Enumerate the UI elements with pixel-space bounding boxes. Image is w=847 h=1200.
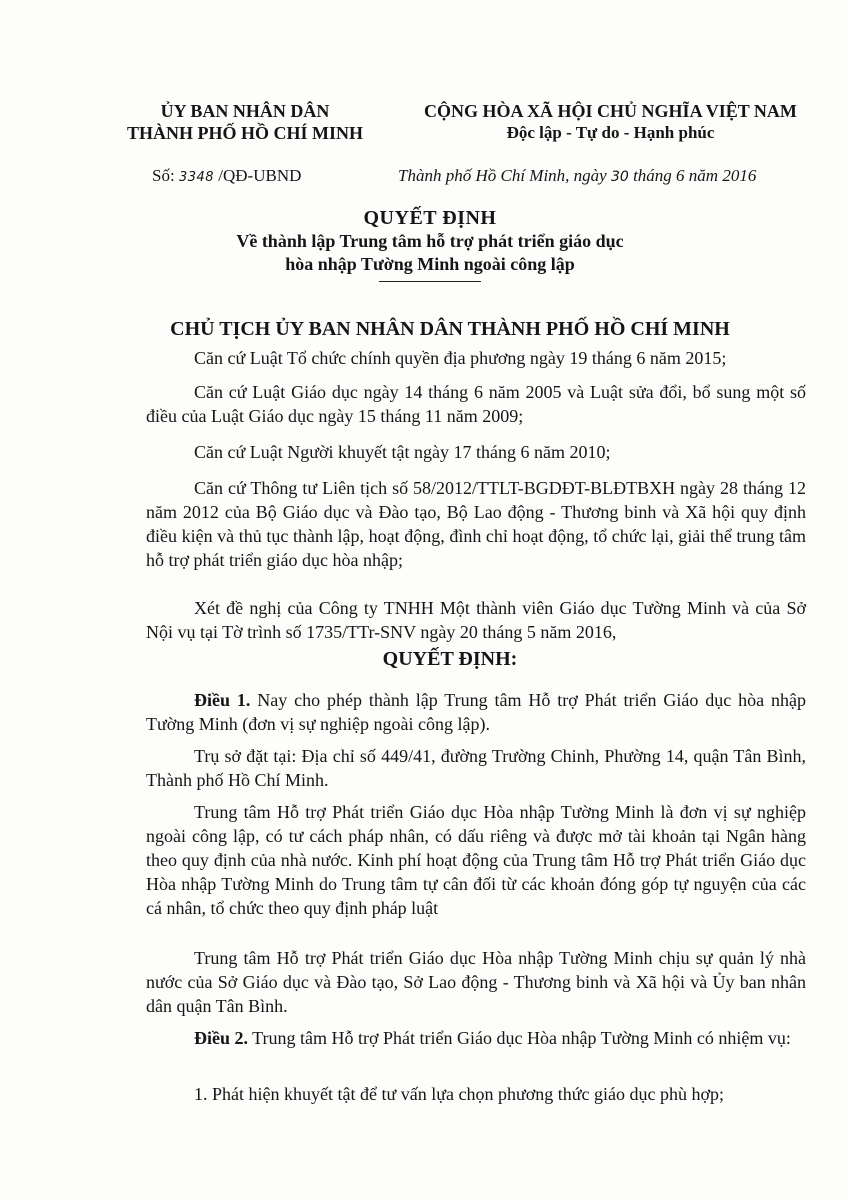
- title-sub-1: Về thành lập Trung tâm hỗ trợ phát triển giáo dục: [236, 231, 624, 251]
- basis-2: Căn cứ Luật Giáo dục ngày 14 tháng 6 năm 2005 và Luật sửa đổi, bổ sung một số điều của Luật Giáo dục ngày 15 tháng 11 năm 2009;: [146, 382, 806, 426]
- basis-5: Xét đề nghị của Công ty TNHH Một thành viên Giáo dục Tường Minh và của Sở Nội vụ tại Tờ trình số 1735/TTr-SNV ngày 20 tháng 5 năm 2016,: [146, 598, 806, 642]
- handwritten-day: 30: [610, 169, 629, 185]
- article-1-management: Trung tâm Hỗ trợ Phát triển Giáo dục Hòa nhập Tường Minh chịu sự quản lý nhà nước của Sở Giáo dục và Đào tạo, Sở Lao động - Thương binh và Xã hội và Ủy ban nhân dân quận Tân Bình.: [146, 948, 806, 1016]
- issuing-authority: [100, 100, 390, 144]
- title-main: QUYẾT ĐỊNH: [363, 207, 497, 229]
- authority-line-1: ỦY BAN NHÂN DÂN: [160, 101, 330, 121]
- article-2-label: Điều 2.: [194, 1028, 248, 1048]
- authority-line-2: THÀNH PHỐ HỒ CHÍ MINH: [126, 123, 363, 143]
- handwritten-number: 3348: [178, 170, 215, 185]
- basis-4: Căn cứ Thông tư Liên tịch số 58/2012/TTLT-BGDĐT-BLĐTBXH ngày 28 tháng 12 năm 2012 của Bộ Giáo dục và Đào tạo, Bộ Lao động - Thương binh và Xã hội quy định điều kiện và thủ tục thành lập, hoạt động, đình chỉ hoạt động, tổ chức lại, giải thể trung tâm hỗ trợ phát triển giáo dục hòa nhập;: [146, 478, 806, 570]
- basis-1: Căn cứ Luật Tổ chức chính quyền địa phương ngày 19 tháng 6 năm 2015;: [194, 348, 727, 368]
- chairman-heading: CHỦ TỊCH ỦY BAN NHÂN DÂN THÀNH PHỐ HỒ CHÍ MINH: [170, 318, 730, 340]
- article-1-para: Điều 1. Nay cho phép thành lập Trung tâm Hỗ trợ Phát triển Giáo dục hòa nhập Tường Minh (đơn vị sự nghiệp ngoài công lập).: [146, 690, 806, 734]
- country-name: CỘNG HÒA XÃ HỘI CHỦ NGHĨA VIỆT NAM: [424, 101, 797, 121]
- article-1-status: Trung tâm Hỗ trợ Phát triển Giáo dục Hòa nhập Tường Minh là đơn vị sự nghiệp ngoài công lập, có tư cách pháp nhân, có dấu riêng và được mở tài khoản tại Ngân hàng theo quy định của nhà nước. Kinh phí hoạt động của Trung tâm Hỗ trợ Phát triển Giáo dục Hòa nhập Tường Minh do Trung tâm tự cân đối từ các khoản đóng góp tự nguyện của các cá nhân, tổ chức theo quy định pháp luật: [146, 802, 806, 918]
- article-1-address: Trụ sở đặt tại: Địa chỉ số 449/41, đường Trường Chinh, Phường 14, quận Tân Bình, Thành phố Hồ Chí Minh.: [146, 746, 806, 790]
- decide-heading: QUYẾT ĐỊNH:: [382, 648, 518, 670]
- national-motto: [398, 100, 823, 144]
- document-date: Thành phố Hồ Chí Minh, ngày 30 tháng 6 năm 2016: [398, 166, 757, 185]
- basis-3: Căn cứ Luật Người khuyết tật ngày 17 tháng 6 năm 2010;: [194, 442, 611, 462]
- article-2-para: Điều 2. Trung tâm Hỗ trợ Phát triển Giáo dục Hòa nhập Tường Minh có nhiệm vụ:: [194, 1028, 791, 1048]
- motto-line: Độc lập - Tự do - Hạnh phúc: [506, 123, 715, 142]
- article-2-item-1: 1. Phát hiện khuyết tật để tư vấn lựa chọn phương thức giáo dục phù hợp;: [194, 1084, 724, 1104]
- article-1-label: Điều 1.: [194, 690, 251, 710]
- decision-title: [150, 206, 710, 282]
- title-divider: [379, 281, 481, 282]
- document-number: Số: 3348 /QĐ-UBND: [152, 166, 302, 185]
- title-sub-2: hòa nhập Tường Minh ngoài công lập: [285, 254, 575, 274]
